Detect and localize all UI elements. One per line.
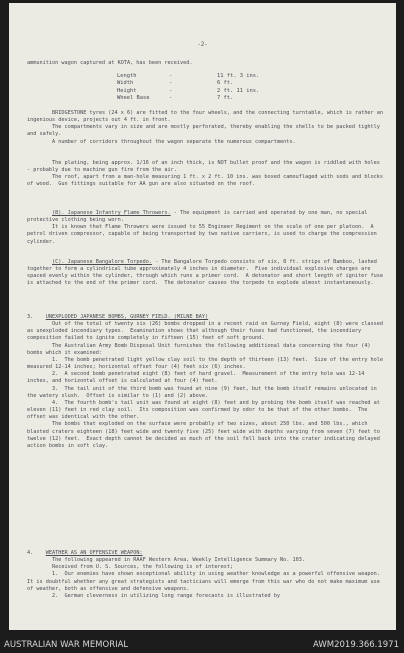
section-4-body: The following appeared in RAAF Western Area, Weekly Intelligence Summary No. 103. Received from U. S. Sources, the following is of interest; 1. Our enemies have shown exceptional ability in using weather knowledge as a powerful offensive weapon. It is doubtful whether any great strategists and tacticians will emerge from this war who do not make maximum use of weather, both as offensive and defensive weapons. 2. German cleverness in utilizing long range forecasts is illustrated by — [27, 557, 380, 599]
dimension-dash: - — [169, 87, 173, 94]
dimension-row — [117, 88, 259, 95]
flame-throwers-text: - The equipment is carried and operated by one man, no special protective clothing being worn. It is known that Flame Throwers were issued to 55 Engineer Regiment on the scale of one per platoon. A petrol driven compressor, capable of being transported by two native carriers, is used to charge the compression cylinder. — [27, 210, 377, 245]
dimension-row — [117, 80, 259, 87]
dimension-label: Length — [117, 73, 137, 79]
dimension-value: 11 ft. 3 ins. — [217, 73, 260, 79]
footer-institution: AUSTRALIAN WAR MEMORIAL — [4, 640, 129, 650]
dimension-value: 2 ft. 11 ins. — [217, 87, 260, 94]
section-3-heading: UNEXPLODED JAPANESE BOMBS, GURNEY FIELD. (MILNE BAY) — [45, 314, 209, 320]
dimension-dash: - — [169, 80, 173, 87]
dimension-row — [117, 73, 259, 80]
dimension-value: 7 ft. — [217, 95, 234, 102]
document-page — [9, 3, 396, 630]
dimension-label: Wheel Base — [117, 95, 150, 102]
page-number: -2- — [197, 41, 208, 48]
dimension-label: Width — [117, 80, 134, 87]
bangalore-torpedo-heading: (C). Japanese Bangalore Torpedo. — [52, 259, 152, 265]
section-3-body: Out of the total of twenty six (26) bombs dropped in a recent raid on Gurney Field, eight (8) were classed as unexploded incendiary types. Examination shows that although their fuses had functioned, the incendiary composition failed to ignite completely in fifteen (15) feet of soft ground. The Australian Army Bomb Disposal Unit furnishes the following additional data concerning the four (4) bombs which it examined: 1. The bomb penetrated light yellow clay soil to the depth of thirteen (13) feet. Size of the entry hole measured 12-14 inches; horizontal offset four (4) feet six (6) inches. 2. A second bomb penetrated eight (8) feet of hard gravel. Measurement of the entry hole was 12-14 inches, and horizontal offset is calculated at four (4) feet. 3. The tail unit of the third bomb was found at nine (9) feet, but the bomb itself remains unlocated in the watery slush. Offset is similar to (1) and (2) above. 4. The fourth bomb's tail unit was found at eight (8) feet and by probing the bomb itself was reached at eleven (11) feet in red clay soil. Its composition was confirmed by odor to be that of the other bombs. The offset was identical with the other. The bombs that exploded on the surface were probably of two sizes, about 250 lbs. and 500 lbs., which blasted craters eighteen (18) feet wide and twenty five (25) feet wide with depths varying from seven (7) feet to twelve (12) feet. Exact depth cannot be decided as much of the soil fell back into the crater indicating delayed action bombs in soft clay. — [27, 321, 384, 449]
bangalore-torpedo-text: - The Bangalore Torpedo consists of six, 8 ft. strips of Bamboo, lashed together to form a cylindrical tube approximately 4 inches in diameter. Five individual explosive charges are spaced evenly within the cylinder, through which runs a primer cord. A detonator and short length of igniter fuse is attached to the end of the primer cord. The detonator causes the torpedo to explode almost instantaneously. — [27, 259, 387, 287]
dimension-row — [117, 95, 259, 102]
dimension-dash: - — [169, 73, 173, 79]
footer-accession-number: AWM2019.366.1971 — [313, 640, 399, 650]
archive-footer — [0, 637, 404, 653]
section-4 — [27, 550, 384, 600]
dimensions-list — [117, 73, 259, 103]
dimension-value: 6 ft. — [217, 80, 234, 87]
section-3-number: 3. — [27, 314, 34, 320]
section-4-heading: WEATHER AS AN OFFENSIVE WEAPON: — [45, 550, 143, 556]
dimension-dash: - — [169, 95, 173, 102]
paragraph-tyres: BRIDGESTONE tyres (24 x 6) are fitted to the four wheels, and the connecting turntable, which is rather an ingenious device, projects out 4 ft. in front. The compartments vary in size and are mostly perforated, thereby enabling the shells to be packed tightly and safely. A number of corridors throughout the wagon separate the numerous compartments. — [27, 110, 384, 145]
paragraph-flame-throwers — [27, 210, 384, 246]
dimension-label: Height — [117, 87, 137, 94]
section-4-number: 4. — [27, 550, 34, 556]
intro-line: ammunition wagon captured at KOTA, has been received. — [27, 60, 193, 66]
section-3 — [27, 314, 384, 450]
flame-throwers-heading: (B). Japanese Infantry Flame Throwers. — [52, 210, 171, 216]
paragraph-plating: The plating, being approx. 1/16 of an inch thick, is NOT bullet proof and the wagon is riddled with holes - probably due to machine gun fire from the air. The roof, apart from a man-hole measuring 1 ft. x 2 ft. 10 ins. was boxed camouflaged with sods and blocks of wood. Gun fittings suitable for AA gun are also situated on the roof. — [27, 160, 384, 188]
paragraph-bangalore-torpedo — [27, 259, 387, 288]
